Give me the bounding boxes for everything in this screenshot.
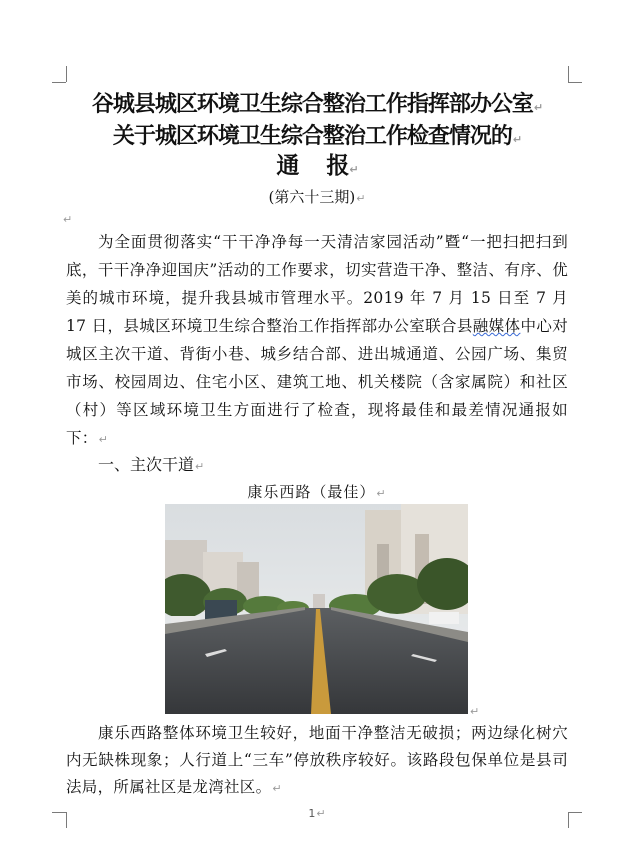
empty-paragraph-mark: ↵: [63, 213, 73, 226]
photo-paragraph-mark: ↵: [470, 705, 480, 718]
page-number: 1↵: [308, 807, 326, 820]
section-heading: 一、主次干道↵: [98, 455, 205, 474]
intro-paragraph: 为全面贯彻落实“干干净净每一天清洁家园活动”暨“一把扫把扫到底，干干净净迎国庆”活动的工作要求，切实营造干净、整洁、有序、优美的城市环境，提升我县城市管理水平。2019 年 7 月 15 日至 7 月 17 日，县城区环境卫生综合整治工作指挥部办公室联合县融媒体中心对城区主次干道、背街小巷、城乡结合部、进出城通道、公园广场、集贸市场、校园周边、住宅小区、建筑工地、机关楼院（含家属院）和社区（村）等区域环境卫生方面进行了检查，现将最佳和最差情况通报如下：↵: [66, 233, 568, 447]
title-line-3: 通 报↵: [276, 152, 358, 179]
issue-number: (第六十三期)↵: [268, 188, 366, 206]
photo-description: 康乐西路整体环境卫生较好，地面干净整洁无破损；两边绿化树穴内无缺株现象；人行道上“三车”停放秩序较好。该路段包保单位是县司法局，所属社区是龙湾社区。↵: [66, 724, 568, 796]
spellcheck-underline: 融媒体: [472, 317, 521, 335]
photo-caption: 康乐西路（最佳）↵: [247, 483, 387, 501]
title-line-1: 谷城县城区环境卫生综合整治工作指挥部办公室↵: [91, 91, 543, 117]
title-line-2: 关于城区环境卫生综合整治工作检查情况的↵: [112, 123, 522, 149]
street-photo: [165, 504, 468, 714]
